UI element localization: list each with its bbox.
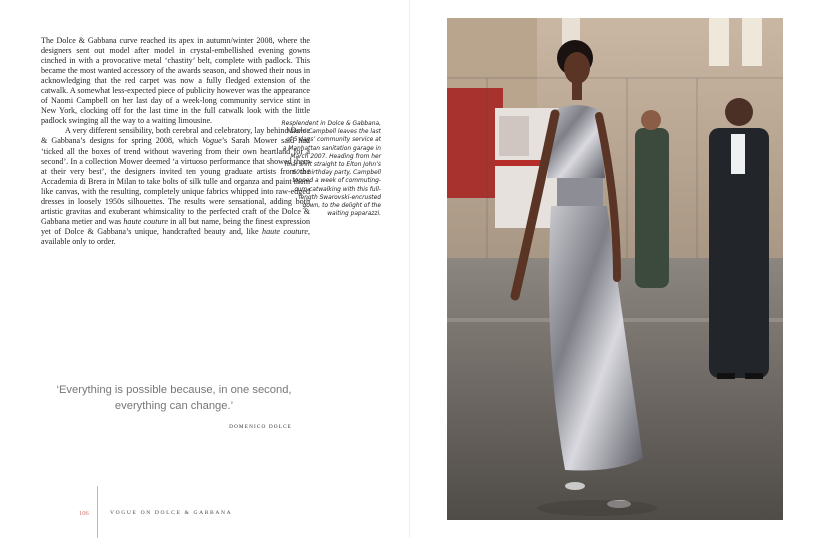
right-page bbox=[410, 0, 820, 538]
quote-attribution: DOMENICO DOLCE bbox=[229, 424, 292, 430]
pull-quote: ‘Everything is possible because, in one second, everything can change.’ bbox=[56, 384, 292, 412]
page-number: 106 bbox=[79, 510, 89, 517]
running-head: VOGUE ON DOLCE & GABBANA bbox=[110, 510, 233, 516]
body-text bbox=[41, 36, 310, 247]
footer-rule bbox=[97, 486, 98, 538]
naomi-campbell-photo bbox=[447, 18, 783, 520]
photo-illustration bbox=[447, 18, 783, 520]
photo-caption: Resplendent in Dolce & Gabbana, Naomi Campbell leaves the last of 5 days’ community service at a Manhattan sanitation garage in March 2007. Heading from her final shift straight to Elton John’s 60th birthday party, Campbell topped a week of commuting-cum-catwalking with this full-length Swarovski-encrusted gown, to the delight of the waiting paparazzi. bbox=[281, 121, 381, 218]
haute-couture-italic: haute couture bbox=[123, 216, 168, 226]
paragraph-1: The Dolce & Gabbana curve reached its apex in autumn/winter 2008, where the designers sent out model after model in crystal-embellished evening gowns cinched in with a provocative metal ‘chastity’ belt, complete with padlock. This became the most wanted accessory of the awards season, and showed their nous in acknowledging that the red carpet was now a fully fledged extension of the catwalk. A somewhat less-expected piece of publicity however was the appearance of Naomi Campbell on her last day of a week-long community service stint in New York, clocking off for the last time in the full catwalk look with the little padlock swinging all the way to a waiting limousine. bbox=[41, 36, 310, 126]
haute-couture-italic-2: haute couture bbox=[262, 226, 308, 236]
vogue-italic: Vogue bbox=[201, 136, 222, 146]
paragraph-2: A very different sensibility, both cerebral and celebratory, lay behind Dolce & Gabbana’s designs for spring 2008, which Vogue’s Sarah Mower said had ‘ticked all the boxes of trend without wavering from their own heartland for a second’. In a collection Mower deemed ‘a virtuoso performance that showed them at their very best’, the designers invited ten young graduate artists from the Accademia di Brera in Milan to take bolts of silk tulle and organza and paint them like canvas, with the resulting, completely unique fabrics whipped into raw-edged dresses in loosely 1950s silhouettes. The results were sensational, adding both artistic gravitas and exuberant whimsicality to the perfected craft of the Dolce & Gabbana metier and was haute couture in all but name, being the finest expression yet of Dolce & Gabbana’s unique, handcrafted beauty and, like haute couture, available only to order. bbox=[41, 126, 311, 246]
